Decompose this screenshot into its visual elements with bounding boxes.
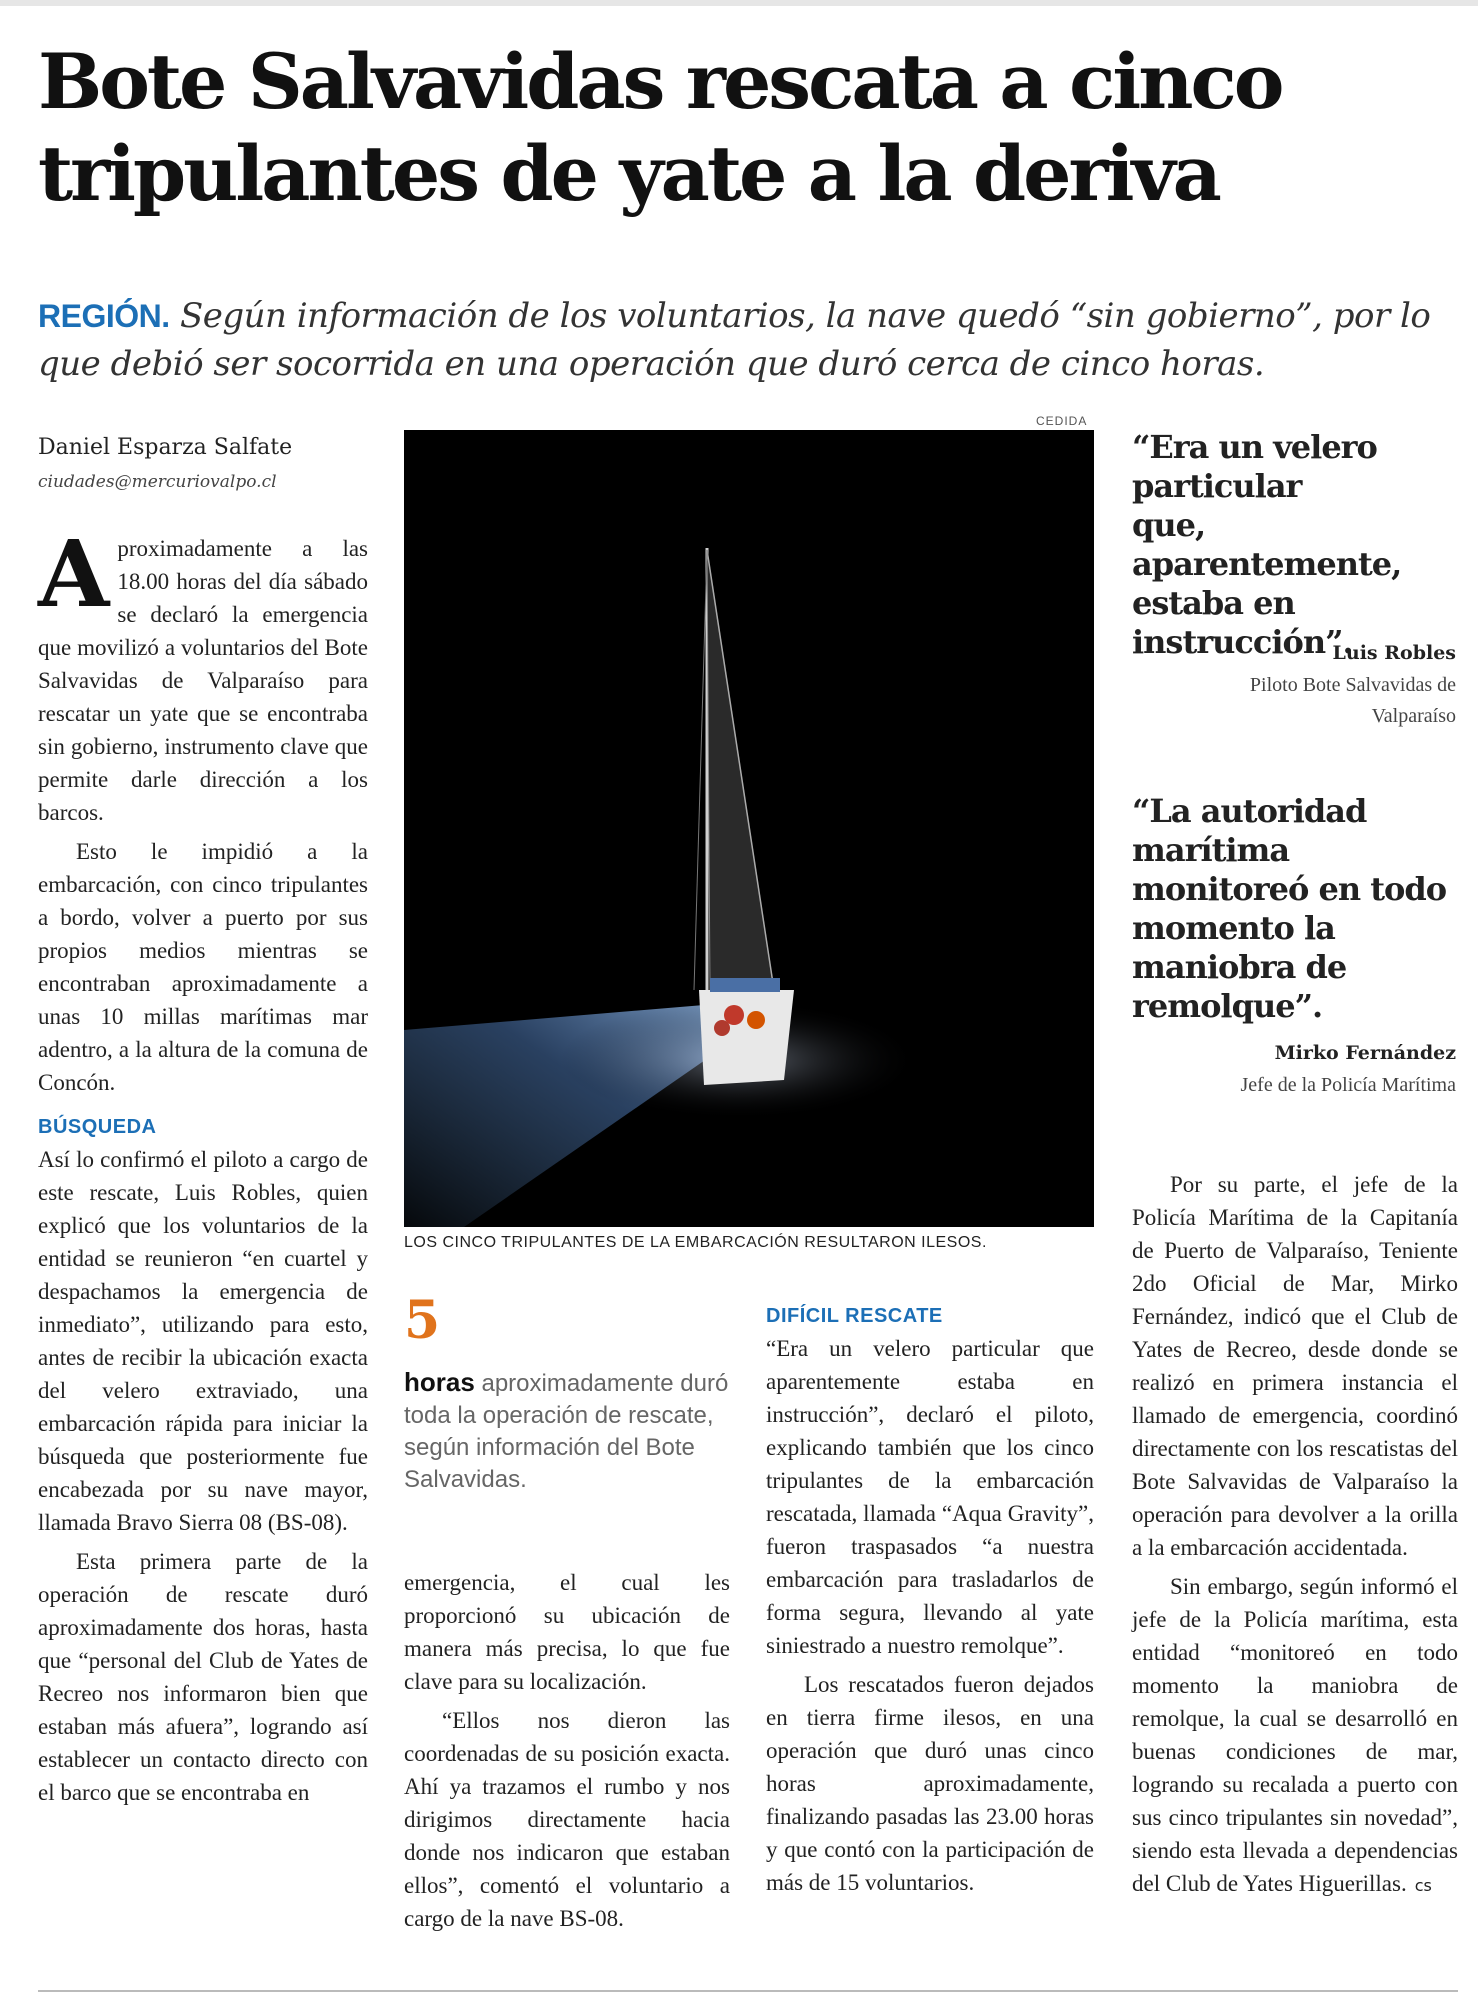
headline: Bote Salvavidas rescata a cinco tripulantes de yate a la deriva (38, 37, 1282, 218)
paragraph: “Ellos nos dieron las coordenadas de su posición exacta. Ahí ya trazamos el rumbo y nos dirigimos directamente hacia donde nos indicaron que estaban ellos”, comentó el voluntario a cargo de la nave BS-08. (404, 1708, 730, 1931)
paragraph: Esta primera parte de la operación de rescate duró aproximadamente dos horas, hasta que “personal del Club de Yates de Recreo nos informaron bien que estaban más afuera”, logrando así establecer un contacto directo con el barco que se encontraba en (38, 1549, 368, 1805)
quote-1-name: Luis Robles (1332, 642, 1456, 664)
bottom-rule (38, 1990, 1458, 1992)
end-mark-icon: cs (1414, 1876, 1432, 1895)
subhead-dificil-rescate: DIFÍCIL RESCATE (766, 1305, 943, 1327)
stat-description: aproximadamente duró toda la operación de rescate, según información del Bote Salvavidas. (404, 1370, 729, 1493)
lead-paragraph: Aproximadamente a las 18.00 horas del día sábado se declaró la emergencia que movilizó a voluntarios del Bote Salvavidas de Valparaíso para rescatar un yate que se encontraba sin gobierno, instrumento clave que permite darle dirección a los barcos. (38, 520, 368, 825)
hull (699, 990, 794, 1085)
quote-2-role: Jefe de la Policía Marítima (1240, 1074, 1456, 1096)
photo (404, 430, 1094, 1227)
dropcap: A (38, 520, 110, 628)
subhead-busqueda: BÚSQUEDA (38, 1116, 157, 1138)
paragraph: Esto le impidió a la embarcación, con cinco tripulantes a bordo, volver a puerto por sus propios medios mientras se encontraban aproximadamente a unas 10 millas marítimas mar adentro, a la altura de la comuna de Concón. (38, 839, 368, 1095)
stat-number: 5 (404, 1290, 441, 1351)
quote-2-name: Mirko Fernández (1274, 1042, 1456, 1064)
column-1 (38, 520, 368, 1815)
paragraph: Por su parte, el jefe de la Policía Marítima de la Capitanía de Puerto de Valparaíso, Teniente 2do Oficial de Mar, Mirko Fernández, indicó que el Club de Yates de Recreo, desde donde se realizó en primera instancia el llamado de emergencia, coordinó directamente con los rescatistas del Bote Salvavidas de Valparaíso la operación para devolver a la orilla a la embarcación accidentada. (1132, 1172, 1458, 1560)
paragraph: Sin embargo, según informó el jefe de la Policía marítima, esta entidad “monitoreó en todo momento la maniobra de remolque, la cual se desarrolló en buenas condiciones de mar, logrando su recalada a puerto con sus cinco tripulantes sin novedad”, siendo esta llevada a dependencias del Club de Yates Higuerillas. cs (1132, 1574, 1458, 1896)
pull-quote-2: “La autoridad marítima monitoreó en todo momento la maniobra de remolque”. (1132, 792, 1447, 1025)
dek-text: Según información de los voluntarios, la nave quedó “sin gobierno”, por lo que debió ser socorrida en una operación que duró cerca de cinco horas. (38, 296, 1431, 384)
section-label: REGIÓN. (38, 298, 170, 334)
pull-quote-1: “Era un velero particular que, aparentemente, estaba en instrucción”. (1132, 428, 1402, 661)
column-4 (1132, 1168, 1458, 1908)
byline: Daniel Esparza Salfate (38, 435, 293, 460)
photo-caption: LOS CINCO TRIPULANTES DE LA EMBARCACIÓN RESULTARON ILESOS. (404, 1234, 987, 1251)
column-2 (404, 1566, 730, 1941)
photo-credit: CEDIDA (1036, 414, 1088, 428)
paragraph: Así lo confirmó el piloto a cargo de este rescate, Luis Robles, quien explicó que los voluntarios de la entidad se reunieron “en cuartel y despachamos la emergencia de inmediato”, utilizando para esto, antes de recibir la ubicación exacta del velero extraviado, una embarcación rápida para iniciar la búsqueda que posteriormente fue encabezada por su nave mayor, llamada Bravo Sierra 08 (BS-08). (38, 1147, 368, 1535)
paragraph: emergencia, el cual les proporcionó su ubicación de manera más precisa, lo que fue clave para su localización. (404, 1570, 730, 1694)
quote-1-role: Piloto Bote Salvavidas de Valparaíso (1249, 674, 1456, 727)
top-rule (0, 0, 1478, 6)
dek (38, 292, 1448, 388)
column-3 (766, 1302, 1094, 1905)
paragraph: Los rescatados fueron dejados en tierra firme ilesos, en una operación que duró unas cinco horas aproximadamente, finalizando pasadas las 23.00 horas y que contó con la participación de más de 15 voluntarios. (766, 1672, 1094, 1895)
stat-unit: horas (404, 1367, 475, 1397)
paragraph: “Era un velero particular que aparentemente estaba en instrucción”, declaró el piloto, explicando también que los cinco tripulantes de la embarcación rescatada, llamada “Aqua Gravity”, fueron traspasados “a nuestra embarcación para trasladarlos de forma segura, llevando al yate siniestrado a nuestro remolque”. (766, 1336, 1094, 1658)
sailboat-photo (404, 430, 1094, 1227)
author-email[interactable]: ciudades@mercuriovalpo.cl (38, 472, 277, 492)
stat-text (404, 1366, 734, 1496)
